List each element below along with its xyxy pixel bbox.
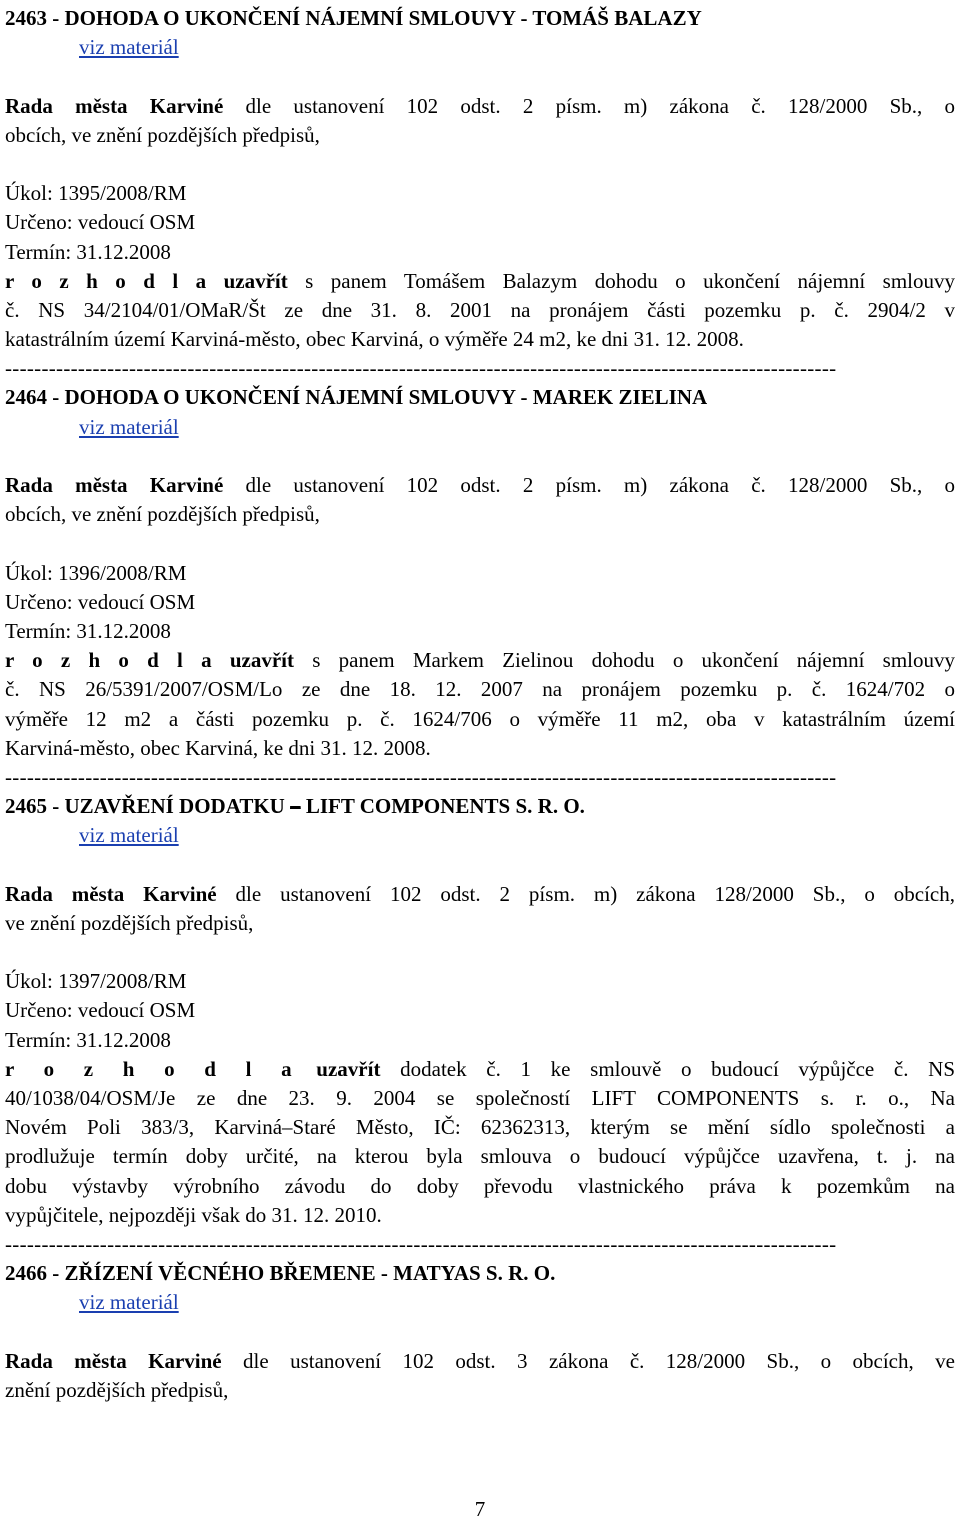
view-material-link[interactable]: viz materiál — [79, 414, 179, 439]
authority-line: Rada města Karviné dle ustanovení 102 odst. 2 písm. m) zákona č. 128/2000 Sb., o — [5, 93, 955, 118]
assigned-to: Určeno: vedoucí OSM — [5, 210, 196, 235]
decision-text: katastrálním území Karviná-město, obec Karviná, o výměře 24 m2, ke dni 31. 12. 2008. — [5, 327, 744, 352]
decision-text: Karviná-město, obec Karviná, ke dni 31. 12. 2008. — [5, 735, 431, 760]
authority-line: Rada města Karviné dle ustanovení 102 odst. 2 písm. m) zákona 128/2000 Sb., o obcích, — [5, 881, 955, 906]
decision-text: dobu výstavby výrobního závodu do doby převodu vlastnického práva k pozemkům na — [5, 1173, 955, 1198]
view-material-link[interactable]: viz materiál — [79, 823, 179, 848]
deadline: Termín: 31.12.2008 — [5, 239, 171, 264]
task-number: Úkol: 1396/2008/RM — [5, 560, 187, 585]
authority-label: Rada města Karviné — [5, 473, 224, 497]
decision-text: výměře 12 m2 a části pozemku p. č. 1624/706 o výměře 11 m2, oba v katastrálním území — [5, 706, 955, 731]
separator: ------------------------------------------------------------------------------------------------------------------ — [5, 356, 837, 381]
authority-line: obcích, ve znění pozdějších předpisů, — [5, 122, 320, 147]
task-number: Úkol: 1395/2008/RM — [5, 181, 187, 206]
decision-text: Novém Poli 383/3, Karviná–Staré Město, IČ: 62362313, kterým se mění sídlo společnosti a — [5, 1115, 955, 1140]
authority-label: Rada města Karviné — [5, 881, 217, 906]
decision-label: r o z h o d l a — [5, 1056, 297, 1081]
task-number: Úkol: 1397/2008/RM — [5, 969, 187, 994]
decision-label: r o z h o d l a — [5, 648, 212, 673]
decision-text: č. NS 26/5391/2007/OSM/Lo ze dne 18. 12. 2007 na pronájem pozemku p. č. 1624/702 o — [5, 677, 955, 702]
section-heading: 2463 - DOHODA O UKONČENÍ NÁJEMNÍ SMLOUVY - TOMÁŠ BALAZY — [5, 6, 702, 30]
decision-line: r o z h o d l a uzavřít s panem Tomášem Balazym dohodu o ukončení nájemní smlouvy — [5, 268, 955, 293]
decision-verb: uzavřít — [316, 1056, 381, 1081]
decision-verb: uzavřít — [229, 648, 294, 673]
deadline: Termín: 31.12.2008 — [5, 1027, 171, 1052]
section-heading: 2464 - DOHODA O UKONČENÍ NÁJEMNÍ SMLOUVY - MAREK ZIELINA — [5, 385, 708, 410]
authority-line: znění pozdějších předpisů, — [5, 1377, 229, 1402]
authority-line: ve znění pozdějších předpisů, — [5, 910, 254, 935]
authority-line: Rada města Karviné dle ustanovení 102 odst. 2 písm. m) zákona č. 128/2000 Sb., o — [5, 473, 955, 497]
decision-text: vypůjčitele, nejpozději však do 31. 12. 2010. — [5, 1202, 382, 1227]
assigned-to: Určeno: vedoucí OSM — [5, 589, 196, 614]
decision-text: č. NS 34/2104/01/OMaR/Št ze dne 31. 8. 2001 na pronájem části pozemku p. č. 2904/2 v — [5, 297, 955, 322]
view-material-link[interactable]: viz materiál — [79, 35, 179, 60]
authority-label: Rada města Karviné — [5, 1348, 222, 1373]
separator: ------------------------------------------------------------------------------------------------------------------ — [5, 1231, 837, 1256]
document-page — [5, 4, 955, 1405]
assigned-to: Určeno: vedoucí OSM — [5, 998, 196, 1023]
decision-line: r o z h o d l a uzavřít dodatek č. 1 ke smlouvě o budoucí výpůjčce č. NS — [5, 1056, 955, 1081]
decision-verb: uzavřít — [223, 268, 288, 293]
authority-line: Rada města Karviné dle ustanovení 102 odst. 3 zákona č. 128/2000 Sb., o obcích, ve — [5, 1348, 955, 1373]
deadline: Termín: 31.12.2008 — [5, 618, 171, 643]
decision-text: 40/1038/04/OSM/Je ze dne 23. 9. 2004 se společností LIFT COMPONENTS s. r. o., Na — [5, 1085, 955, 1110]
authority-line: obcích, ve znění pozdějších předpisů, — [5, 502, 320, 527]
separator: ------------------------------------------------------------------------------------------------------------------ — [5, 764, 837, 789]
view-material-link[interactable]: viz materiál — [79, 1290, 179, 1315]
section-heading: 2465 - UZAVŘENÍ DODATKU – LIFT COMPONENTS S. R. O. — [5, 794, 585, 819]
decision-text: prodlužuje termín doby určité, na kterou byla smlouva o budoucí výpůjčce uzavřena, t. j. na — [5, 1144, 955, 1169]
page-number: 7 — [474, 1497, 486, 1521]
decision-label: r o z h o d l a — [5, 268, 207, 293]
section-heading: 2466 - ZŘÍZENÍ VĚCNÉHO BŘEMENE - MATYAS S. R. O. — [5, 1261, 556, 1286]
decision-line: r o z h o d l a uzavřít s panem Markem Zielinou dohodu o ukončení nájemní smlouvy — [5, 648, 955, 673]
authority-label: Rada města Karviné — [5, 93, 224, 118]
